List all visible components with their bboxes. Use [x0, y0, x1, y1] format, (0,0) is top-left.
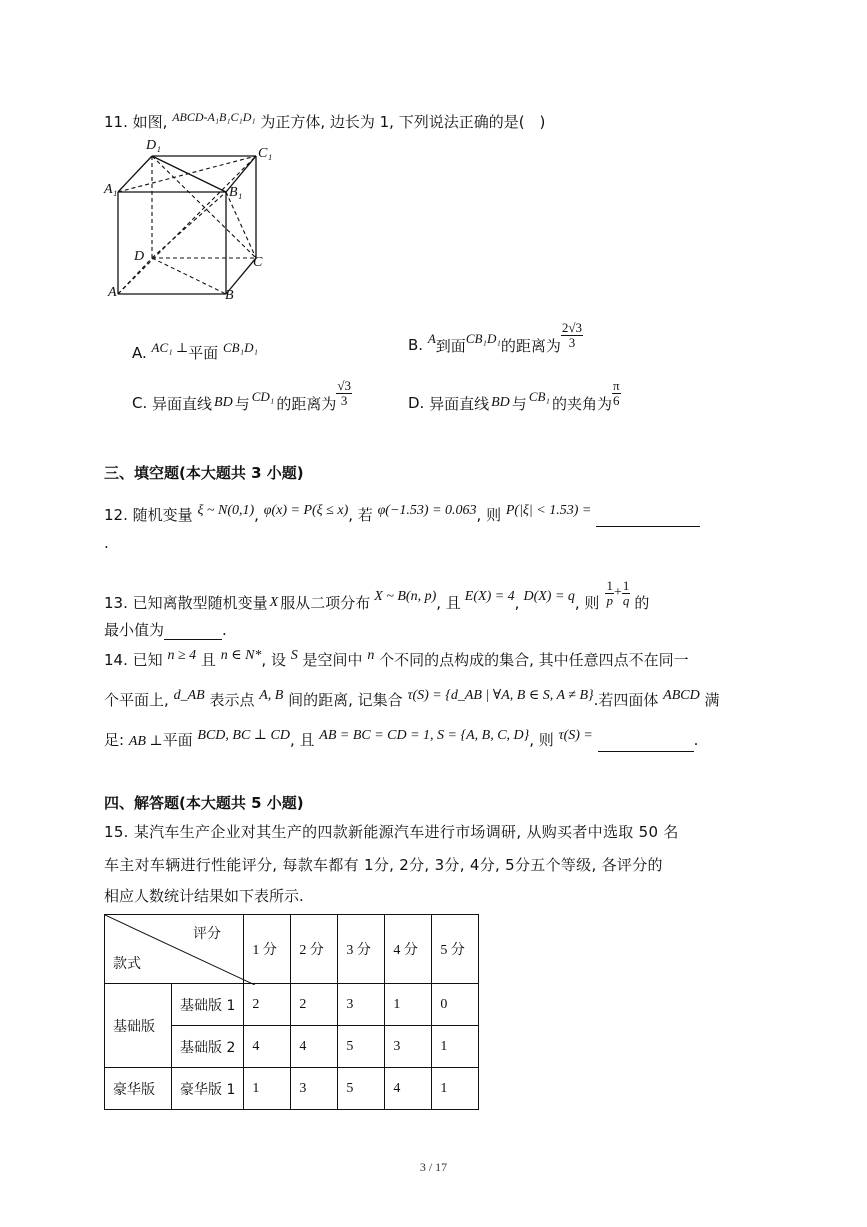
label-A: A: [108, 285, 117, 300]
value-cell: 3: [338, 984, 385, 1026]
q11-option-d: D. 异面直线 BD 与 CB₁ 的夹角为 $\frac{\pi}{6}$: [408, 377, 620, 413]
q12-line: 12. 随机变量 ξ ~ N(0,1), φ(x) = P(ξ ≤ x), 若 φ(−1.53) = 0.063, 则 P(|ξ| < 1.53) =: [104, 505, 700, 527]
q15-line1: 15. 某汽车生产企业对其生产的四款新能源汽车进行市场调研, 从购买者中选取 50 名: [104, 823, 679, 841]
label-C1: C₁: [258, 146, 273, 161]
q15-line3: 相应人数统计结果如下表所示.: [104, 887, 304, 905]
model-cell: 基础版 2: [172, 1026, 244, 1068]
model-cell: 豪华版 1: [172, 1068, 244, 1110]
q11-stem-text: 为正方体, 边长为 1, 下列说法正确的是( ): [260, 113, 546, 131]
diag-AC1: [118, 156, 256, 294]
page-number: 3 / 17: [419, 1160, 448, 1174]
group-basic: 基础版: [105, 984, 172, 1068]
value-cell: 2: [244, 984, 291, 1026]
edge-A1D1: [118, 156, 152, 192]
group-luxury: 豪华版: [105, 1068, 172, 1110]
header-4: 4 分: [385, 915, 432, 984]
table-row: [105, 1068, 479, 1110]
q11-number: 11. 如图,: [104, 113, 168, 131]
value-cell: 4: [244, 1026, 291, 1068]
q14-answer-blank[interactable]: [598, 735, 694, 752]
q13-line2: 最小值为 .: [104, 621, 227, 639]
corner-top-label: 评分: [193, 926, 221, 942]
header-2: 2 分: [291, 915, 338, 984]
value-cell: 3: [291, 1068, 338, 1110]
label-B: B: [225, 288, 234, 303]
model-cell: 基础版 1: [172, 984, 244, 1026]
table-corner-cell: [105, 915, 244, 984]
q12-answer-blank[interactable]: [596, 510, 700, 527]
q14-line3: 足: AB ⊥平面 BCD, BC ⊥ CD, 且 AB = BC = CD = 1, S = {A, B, C, D}, 则 τ(S) = .: [104, 730, 698, 752]
q13-line1: 13. 已知离散型随机变量 X 服从二项分布 X ~ B(n, p) , 且 E(X) = 4 , D(X) = q , 则 $\frac{1}{p}$ + $\frac{1}{q}$ 的: [104, 577, 650, 612]
value-cell: 1: [432, 1068, 479, 1110]
q15-line2: 车主对车辆进行性能评分, 每款车都有 1分, 2分, 3分, 4分, 5分五个等级, 各评分的: [104, 856, 663, 874]
value-cell: 0: [432, 984, 479, 1026]
diag-BD: [152, 258, 226, 294]
q11-option-b: B. A 到面 CB₁D₁ 的距离为 $\frac{2√3}{3}$: [408, 319, 583, 355]
label-D: D: [134, 249, 145, 264]
q11-c-fraction: $\frac{√3}{3}$: [337, 377, 351, 408]
diag-B1C: [226, 192, 256, 258]
q11-solid: ABCD-A₁B₁C₁D₁: [172, 110, 256, 124]
diag-D1C: [152, 156, 256, 258]
q11-b-fraction: $\frac{2√3}{3}$: [561, 319, 583, 350]
q14-line1: 14. 已知 n ≥ 4 且 n ∈ N*, 设 S 是空间中 n 个不同的点构成的集合, 其中任意四点不在同一: [104, 648, 689, 669]
label-A1: A₁: [104, 182, 118, 197]
value-cell: 5: [338, 1068, 385, 1110]
q12-tail: .: [104, 534, 109, 552]
score-table: [104, 914, 479, 1110]
corner-diagonal: [105, 915, 255, 985]
q11-option-c: C. 异面直线 BD 与 CD₁ 的距离为 $\frac{√3}{3}$: [132, 377, 351, 413]
q14-line2: 个平面上, d_AB 表示点 A, B 间的距离, 记集合 τ(S) = {d_AB | ∀A, B ∈ S, A ≠ B}.若四面体 ABCD 满: [104, 688, 720, 709]
corner-bottom-label: 款式: [113, 956, 141, 972]
q13-frac-q: $\frac{1}{q}$: [622, 577, 630, 608]
q13-answer-blank[interactable]: [164, 623, 222, 640]
q11-stem: [104, 112, 545, 133]
value-cell: 5: [338, 1026, 385, 1068]
section4-title: 四、解答题(本大题共 5 小题): [104, 794, 304, 812]
header-1: 1 分: [244, 915, 291, 984]
header-3: 3 分: [338, 915, 385, 984]
value-cell: 2: [291, 984, 338, 1026]
label-C: C: [253, 255, 263, 270]
header-5: 5 分: [432, 915, 479, 984]
value-cell: 4: [385, 1068, 432, 1110]
cube-figure: [104, 138, 284, 308]
value-cell: 1: [432, 1026, 479, 1068]
section3-title: 三、填空题(本大题共 3 小题): [104, 464, 304, 482]
label-B1: B₁: [229, 185, 243, 200]
q13-frac-p: $\frac{1}{p}$: [606, 577, 613, 608]
table-row: [105, 984, 479, 1026]
value-cell: 4: [291, 1026, 338, 1068]
q11-d-fraction: $\frac{\pi}{6}$: [612, 377, 620, 408]
label-D1: D₁: [146, 138, 161, 153]
diag-DB1: [152, 192, 226, 258]
q11-option-a: A. AC₁ ⊥平面 CB₁D₁: [132, 340, 258, 362]
value-cell: 1: [244, 1068, 291, 1110]
value-cell: 3: [385, 1026, 432, 1068]
value-cell: 1: [385, 984, 432, 1026]
